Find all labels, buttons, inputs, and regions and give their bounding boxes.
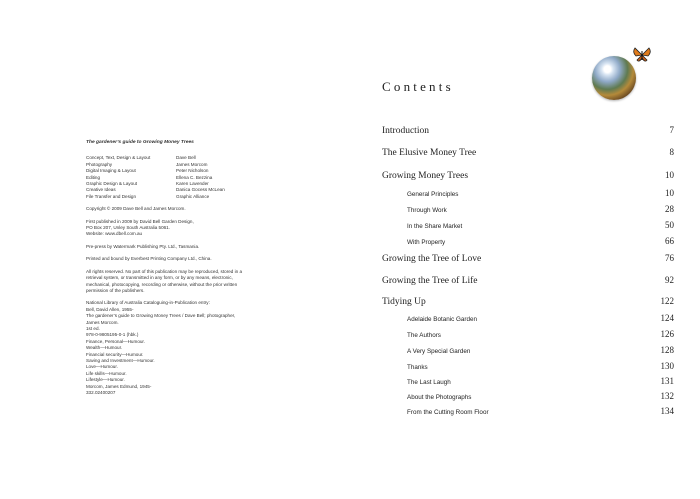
publisher-info: [86, 219, 276, 238]
toc-entry-elusive-money-tree[interactable]: [382, 147, 674, 158]
catalogue-line: 978-0-9805195-0-1 (hbk.): [86, 332, 139, 338]
toc-label: Adelaide Botanic Garden: [407, 316, 478, 323]
toc-page-number: 126: [660, 329, 674, 339]
globe-photo-icon: [592, 56, 636, 100]
toc-page-number: 128: [660, 345, 674, 355]
catalogue-line: Morcom, James Edmund, 1945-: [86, 383, 152, 389]
toc-entry-with-property[interactable]: [382, 236, 674, 246]
toc-label: About the Photographs: [407, 394, 472, 401]
toc-page-number: 7: [669, 125, 674, 135]
toc-page-number: 124: [660, 313, 674, 323]
credit-role: Graphic Design & Layout: [86, 181, 138, 187]
toc-label: The Authors: [407, 332, 441, 339]
toc-label: From the Cutting Room Floor: [407, 409, 489, 416]
credits: [86, 155, 276, 200]
catalogue-line: Bell, David Allen, 1955-: [86, 306, 134, 312]
toc-label: Growing the Tree of Life: [382, 276, 478, 286]
catalogue-line: Financial security—Humour.: [86, 351, 144, 357]
credit-role: Creative Ideas: [86, 187, 116, 193]
toc-entry-very-special-garden[interactable]: [382, 345, 674, 355]
toc-label: The Elusive Money Tree: [382, 148, 477, 158]
credit-role: Editing: [86, 174, 101, 180]
toc-entry-introduction[interactable]: [382, 125, 674, 136]
toc-entry-about-photographs[interactable]: [382, 391, 674, 401]
credit-name: Danica Gocess McLean: [176, 187, 225, 193]
catalogue-line: James Morcom.: [86, 319, 119, 325]
book-title: The gardener’s guide to Growing Money Trees: [86, 140, 194, 145]
toc-entry-growing-money-trees[interactable]: [382, 170, 674, 181]
right-page: [350, 0, 700, 499]
catalogue-line: Finance, Personal—Humour.: [86, 338, 145, 344]
toc-page-number: 122: [660, 296, 674, 306]
toc-label: With Property: [407, 239, 446, 246]
catalogue-line: 1st ed.: [86, 325, 100, 331]
publisher-line: First published in 2009 by David Bell Garden Design,: [86, 218, 194, 224]
toc-label: Thanks: [407, 364, 428, 371]
toc-label: Growing the Tree of Love: [382, 254, 482, 264]
credit-name: Peter Nicholson: [176, 168, 209, 174]
rights-line: mechanical, photocopying, recording or otherwise, without the prior written: [86, 281, 238, 287]
catalogue-line: Love—Humour.: [86, 364, 118, 370]
toc-page-number: 50: [665, 220, 674, 230]
toc-page-number: 28: [665, 204, 674, 214]
credit-name: Graphic Alliance: [176, 193, 210, 199]
catalogue-line: Saving and Investment—Humour.: [86, 357, 155, 363]
butterfly-icon: [632, 46, 652, 64]
toc-label: Through Work: [407, 207, 447, 214]
rights-line: retrieval system, or transmitted in any form, or by any means, electronic,: [86, 275, 233, 281]
credit-name: Dave Bell: [176, 155, 196, 161]
toc-page-number: 131: [660, 376, 674, 386]
catalogue-line: Life skills—Humour.: [86, 370, 127, 376]
catalogue-line: Wealth—Humour.: [86, 345, 123, 351]
toc-entry-last-laugh[interactable]: [382, 376, 674, 386]
cataloguing-entry: [86, 300, 276, 396]
toc-label: Growing Money Trees: [382, 171, 469, 181]
rights-line: All rights reserved. No part of this publication may be reproduced, stored in a: [86, 268, 243, 274]
imprint-block: [86, 140, 276, 402]
toc-entry-the-authors[interactable]: [382, 329, 674, 339]
toc-entry-through-work[interactable]: [382, 204, 674, 214]
prepress-note: Pre-press by Watermark Publishing Pty. Ltd., Tasmania.: [86, 243, 200, 249]
toc-entry-cutting-room-floor[interactable]: [382, 406, 674, 416]
toc-label: In the Share Market: [407, 223, 463, 230]
credit-role: Photography: [86, 161, 113, 167]
toc-entry-general-principles[interactable]: [382, 188, 674, 198]
copyright-notice: Copyright © 2009 Dave Bell and James Morcom.: [86, 206, 186, 212]
publisher-website: Website: www.dbell.com.au: [86, 231, 143, 237]
toc-entry-share-market[interactable]: [382, 220, 674, 230]
rights-notice: [86, 269, 276, 295]
credit-name: Ellena C. Bezzina: [176, 174, 213, 180]
toc-page-number: 66: [665, 236, 674, 246]
toc-page-number: 76: [665, 253, 674, 263]
toc-page-number: 132: [660, 391, 674, 401]
catalogue-line: Lifestyle—Humour.: [86, 377, 125, 383]
credit-name: James Morcom: [176, 161, 208, 167]
credit-roles: [86, 155, 176, 200]
credit-name: Karen Lavender: [176, 181, 209, 187]
credit-names: [176, 155, 225, 200]
credit-role: Concept, Text, Design & Layout: [86, 155, 151, 161]
toc-page-number: 92: [665, 275, 674, 285]
printer-note: Printed and bound by Everbest Printing Company Ltd., China.: [86, 256, 212, 262]
toc-page-number: 10: [665, 170, 674, 180]
toc-label: The Last Laugh: [407, 379, 451, 386]
toc-entry-adelaide-botanic-garden[interactable]: [382, 313, 674, 323]
toc-entry-tree-of-love[interactable]: [382, 253, 674, 264]
toc-page-number: 10: [665, 188, 674, 198]
publisher-line: PO Box 207, Unley South Australia 5061.: [86, 225, 171, 231]
toc-label: Tidying Up: [382, 297, 426, 307]
toc-label: A Very Special Garden: [407, 348, 471, 355]
credit-role: File Transfer and Design: [86, 193, 137, 199]
toc-page-number: 130: [660, 361, 674, 371]
rights-line: permission of the publishers.: [86, 287, 145, 293]
toc-entry-tidying-up[interactable]: [382, 296, 674, 307]
contents-title: Contents: [382, 79, 454, 94]
toc-page-number: 8: [669, 147, 674, 157]
catalogue-line: National Library of Australia Cataloguing-in-Publication entry:: [86, 300, 210, 306]
toc-page-number: 134: [660, 406, 674, 416]
catalogue-line: The gardener’s guide to Growing Money Trees / Dave Bell; photographer,: [86, 313, 236, 319]
toc-label: General Principles: [407, 191, 459, 198]
toc-entry-tree-of-life[interactable]: [382, 275, 674, 286]
catalogue-line: 332.02400207: [86, 390, 116, 395]
credit-role: Digital Imaging & Layout: [86, 168, 136, 174]
toc-label: Introduction: [382, 126, 429, 136]
toc-entry-thanks[interactable]: [382, 361, 674, 371]
